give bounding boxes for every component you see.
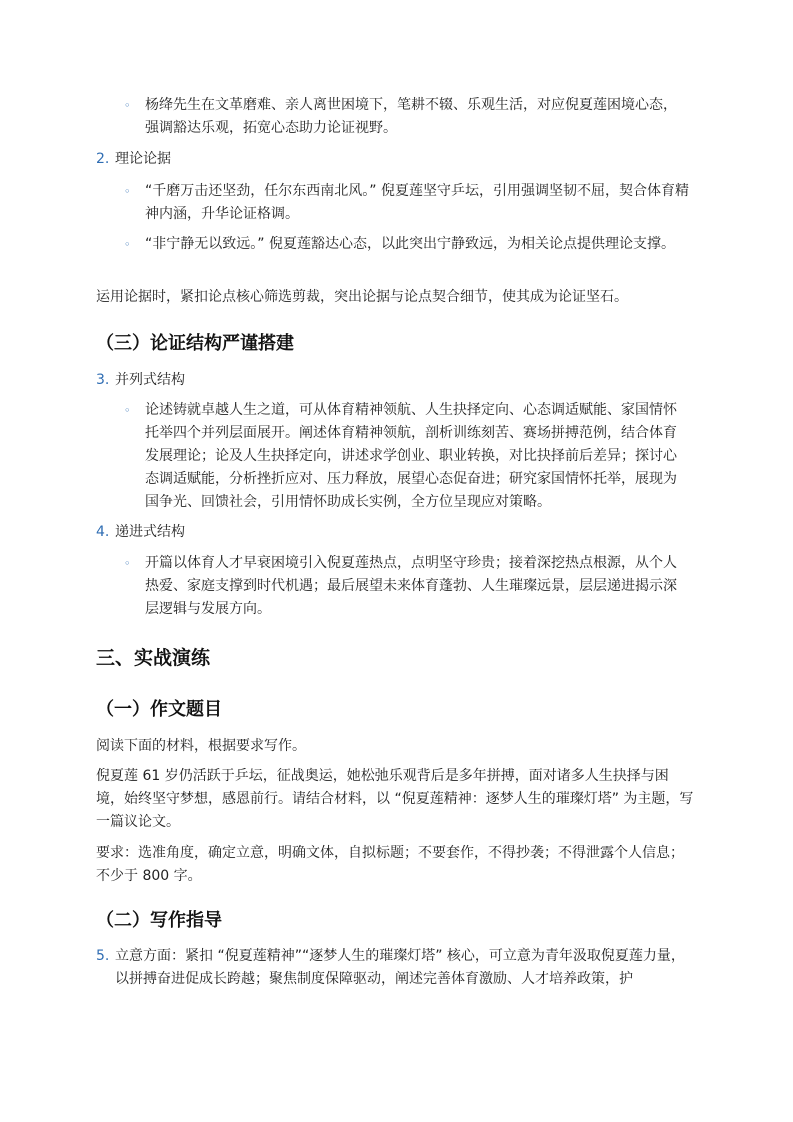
section-heading: 三、实战演练 [96,647,211,669]
list-label: 理论论据 [115,151,171,167]
subsection-heading: （三）论证结构严谨搭建 [96,333,294,354]
bullet-marker: ◦ [124,185,131,198]
bullet-text: 论述铸就卓越人生之道，可从体育精神领航、人生抉择定向、心态调适赋能、家国情怀托举四个并列层面展开。阐述体育精神领航，剖析训练刻苦、赛场拼搏范例，结合体育发展理论；论及人生抉择定向，讲述求学创业、职业转换，对比抉择前后差异；探讨心态调适赋能，分析挫折应对、压力释放，展望心态促奋进；研究家国情怀托举，展现为国争光、回馈社会，引用情怀助成长实例，全方位呈现应对策略。 [145,402,677,510]
list-number: 5. [96,948,110,964]
list-label: 并列式结构 [115,372,185,388]
list-number: 3. [96,372,110,388]
bullet-marker: ◦ [124,404,131,417]
paragraph: 倪夏莲 61 岁仍活跃于乒坛，征战奥运，她松弛乐观背后是多年拼搏，面对诸多人生抉择与困境，始终坚守梦想，感恩前行。请结合材料，以 “倪夏莲精神：逐梦人生的璀璨灯塔” 为主题，写一篇议论文。 [96,768,694,830]
list-label: 递进式结构 [115,524,185,540]
list-number: 4. [96,524,110,540]
subsection-heading: （一）作文题目 [96,699,222,720]
bullet-text: 杨绛先生在文革磨难、亲人离世困境下，笔耕不辍、乐观生活，对应倪夏莲困境心态，强调豁达乐观，拓宽心态助力论证视野。 [145,97,677,136]
paragraph: 阅读下面的材料，根据要求写作。 [96,738,306,754]
bullet-text: “非宁静无以致远。” 倪夏莲豁达心态，以此突出宁静致远，为相关论点提供理论支撑。 [145,236,675,252]
paragraph: 要求：选准角度，确定立意，明确文体，自拟标题；不要套作，不得抄袭；不得泄露个人信息；不少于 800 字。 [96,845,684,884]
paragraph: 运用论据时，紧扣论点核心筛选剪裁，突出论据与论点契合细节，使其成为论证坚石。 [96,289,628,305]
bullet-marker: ◦ [124,557,131,570]
bullet-marker: ◦ [124,238,131,251]
bullet-text: “千磨万击还坚劲，任尔东西南北风。” 倪夏莲坚守乒坛，引用强调坚韧不屈，契合体育精神内涵，升华论证格调。 [145,183,689,222]
list-text: 立意方面：紧扣 “倪夏莲精神”“逐梦人生的璀璨灯塔” 核心，可立意为青年汲取倪夏莲力量，以拼搏奋进促成长跨越；聚焦制度保障驱动，阐述完善体育激励、人才培养政策，护 [115,948,685,987]
subsection-heading: （二）写作指导 [96,910,222,931]
bullet-text: 开篇以体育人才早衰困境引入倪夏莲热点，点明坚守珍贵；接着深挖热点根源，从个人热爱、家庭支撑到时代机遇；最后展望未来体育蓬勃、人生璀璨远景，层层递进揭示深层逻辑与发展方向。 [145,555,677,617]
list-number: 2. [96,151,110,167]
bullet-marker: ◦ [124,99,131,112]
